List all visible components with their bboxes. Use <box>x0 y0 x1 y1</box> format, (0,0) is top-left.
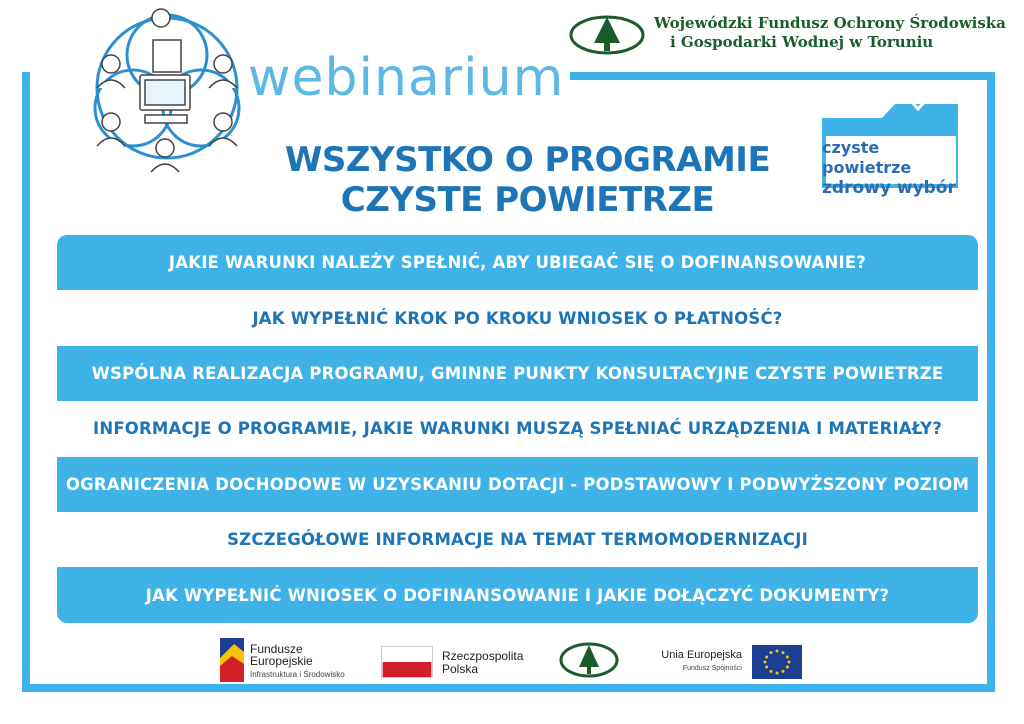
fe-line2: Europejskie <box>250 654 313 668</box>
program-logo-line1: czyste powietrze <box>822 138 912 177</box>
eu-line2: Fundusz Spójności <box>682 665 742 672</box>
eu-flag-icon <box>752 645 802 679</box>
program-logo-line2: zdrowy wybór <box>822 178 956 198</box>
eu-text <box>652 649 742 675</box>
title-line1: WSZYSTKO O PROGRAMIE <box>284 140 771 180</box>
fe-line3: Infrastruktura i Środowisko <box>250 670 345 679</box>
rp-line1: Rzeczpospolita <box>442 649 524 663</box>
webinar-network-icon <box>85 0 250 175</box>
program-logo-text <box>822 138 956 198</box>
topic-item-3: WSPÓLNA REALIZACJA PROGRAMU, GMINNE PUNKTY KONSULTACYJNE CZYSTE POWIETRZE <box>57 346 978 401</box>
european-funds-text <box>250 643 345 681</box>
page-title <box>250 140 805 220</box>
topic-item-4: INFORMACJE O PROGRAMIE, JAKIE WARUNKI MUSZĄ SPEŁNIAĆ URZĄDZENIA I MATERIAŁY? <box>57 401 978 456</box>
fe-line1: Fundusze <box>250 642 303 656</box>
topic-item-1: JAKIE WARUNKI NALEŻY SPEŁNIĆ, ABY UBIEGAĆ SIĘ O DOFINANSOWANIE? <box>57 235 978 290</box>
topic-item-5: OGRANICZENIA DOCHODOWE W UZYSKANIU DOTACJI - PODSTAWOWY I PODWYŻSZONY POZIOM <box>57 457 978 512</box>
european-funds-logo <box>220 638 244 682</box>
rp-line2: Polska <box>442 662 479 676</box>
title-line2: CZYSTE POWIETRZE <box>340 180 715 220</box>
poland-text <box>442 650 523 676</box>
footer-org-logo <box>558 640 620 680</box>
org-tree-logo <box>568 13 646 57</box>
poland-flag-icon <box>381 646 433 678</box>
topic-item-2: JAK WYPEŁNIĆ KROK PO KROKU WNIOSEK O PŁATNOŚĆ? <box>57 290 978 345</box>
org-name-line2: i Gospodarki Wodnej w Toruniu <box>670 33 934 51</box>
topic-item-7: JAK WYPEŁNIĆ WNIOSEK O DOFINANSOWANIE I JAKIE DOŁĄCZYĆ DOKUMENTY? <box>57 567 978 622</box>
eu-line1: Unia Europejska <box>661 649 742 661</box>
webinar-word: webinarium <box>248 48 565 108</box>
org-name <box>654 14 1006 52</box>
footer-logos <box>0 635 1024 690</box>
org-name-line1: Wojewódzki Fundusz Ochrony Środowiska <box>654 14 1006 32</box>
topic-item-6: SZCZEGÓŁOWE INFORMACJE NA TEMAT TERMOMODERNIZACJI <box>57 512 978 567</box>
topic-list <box>57 235 978 623</box>
